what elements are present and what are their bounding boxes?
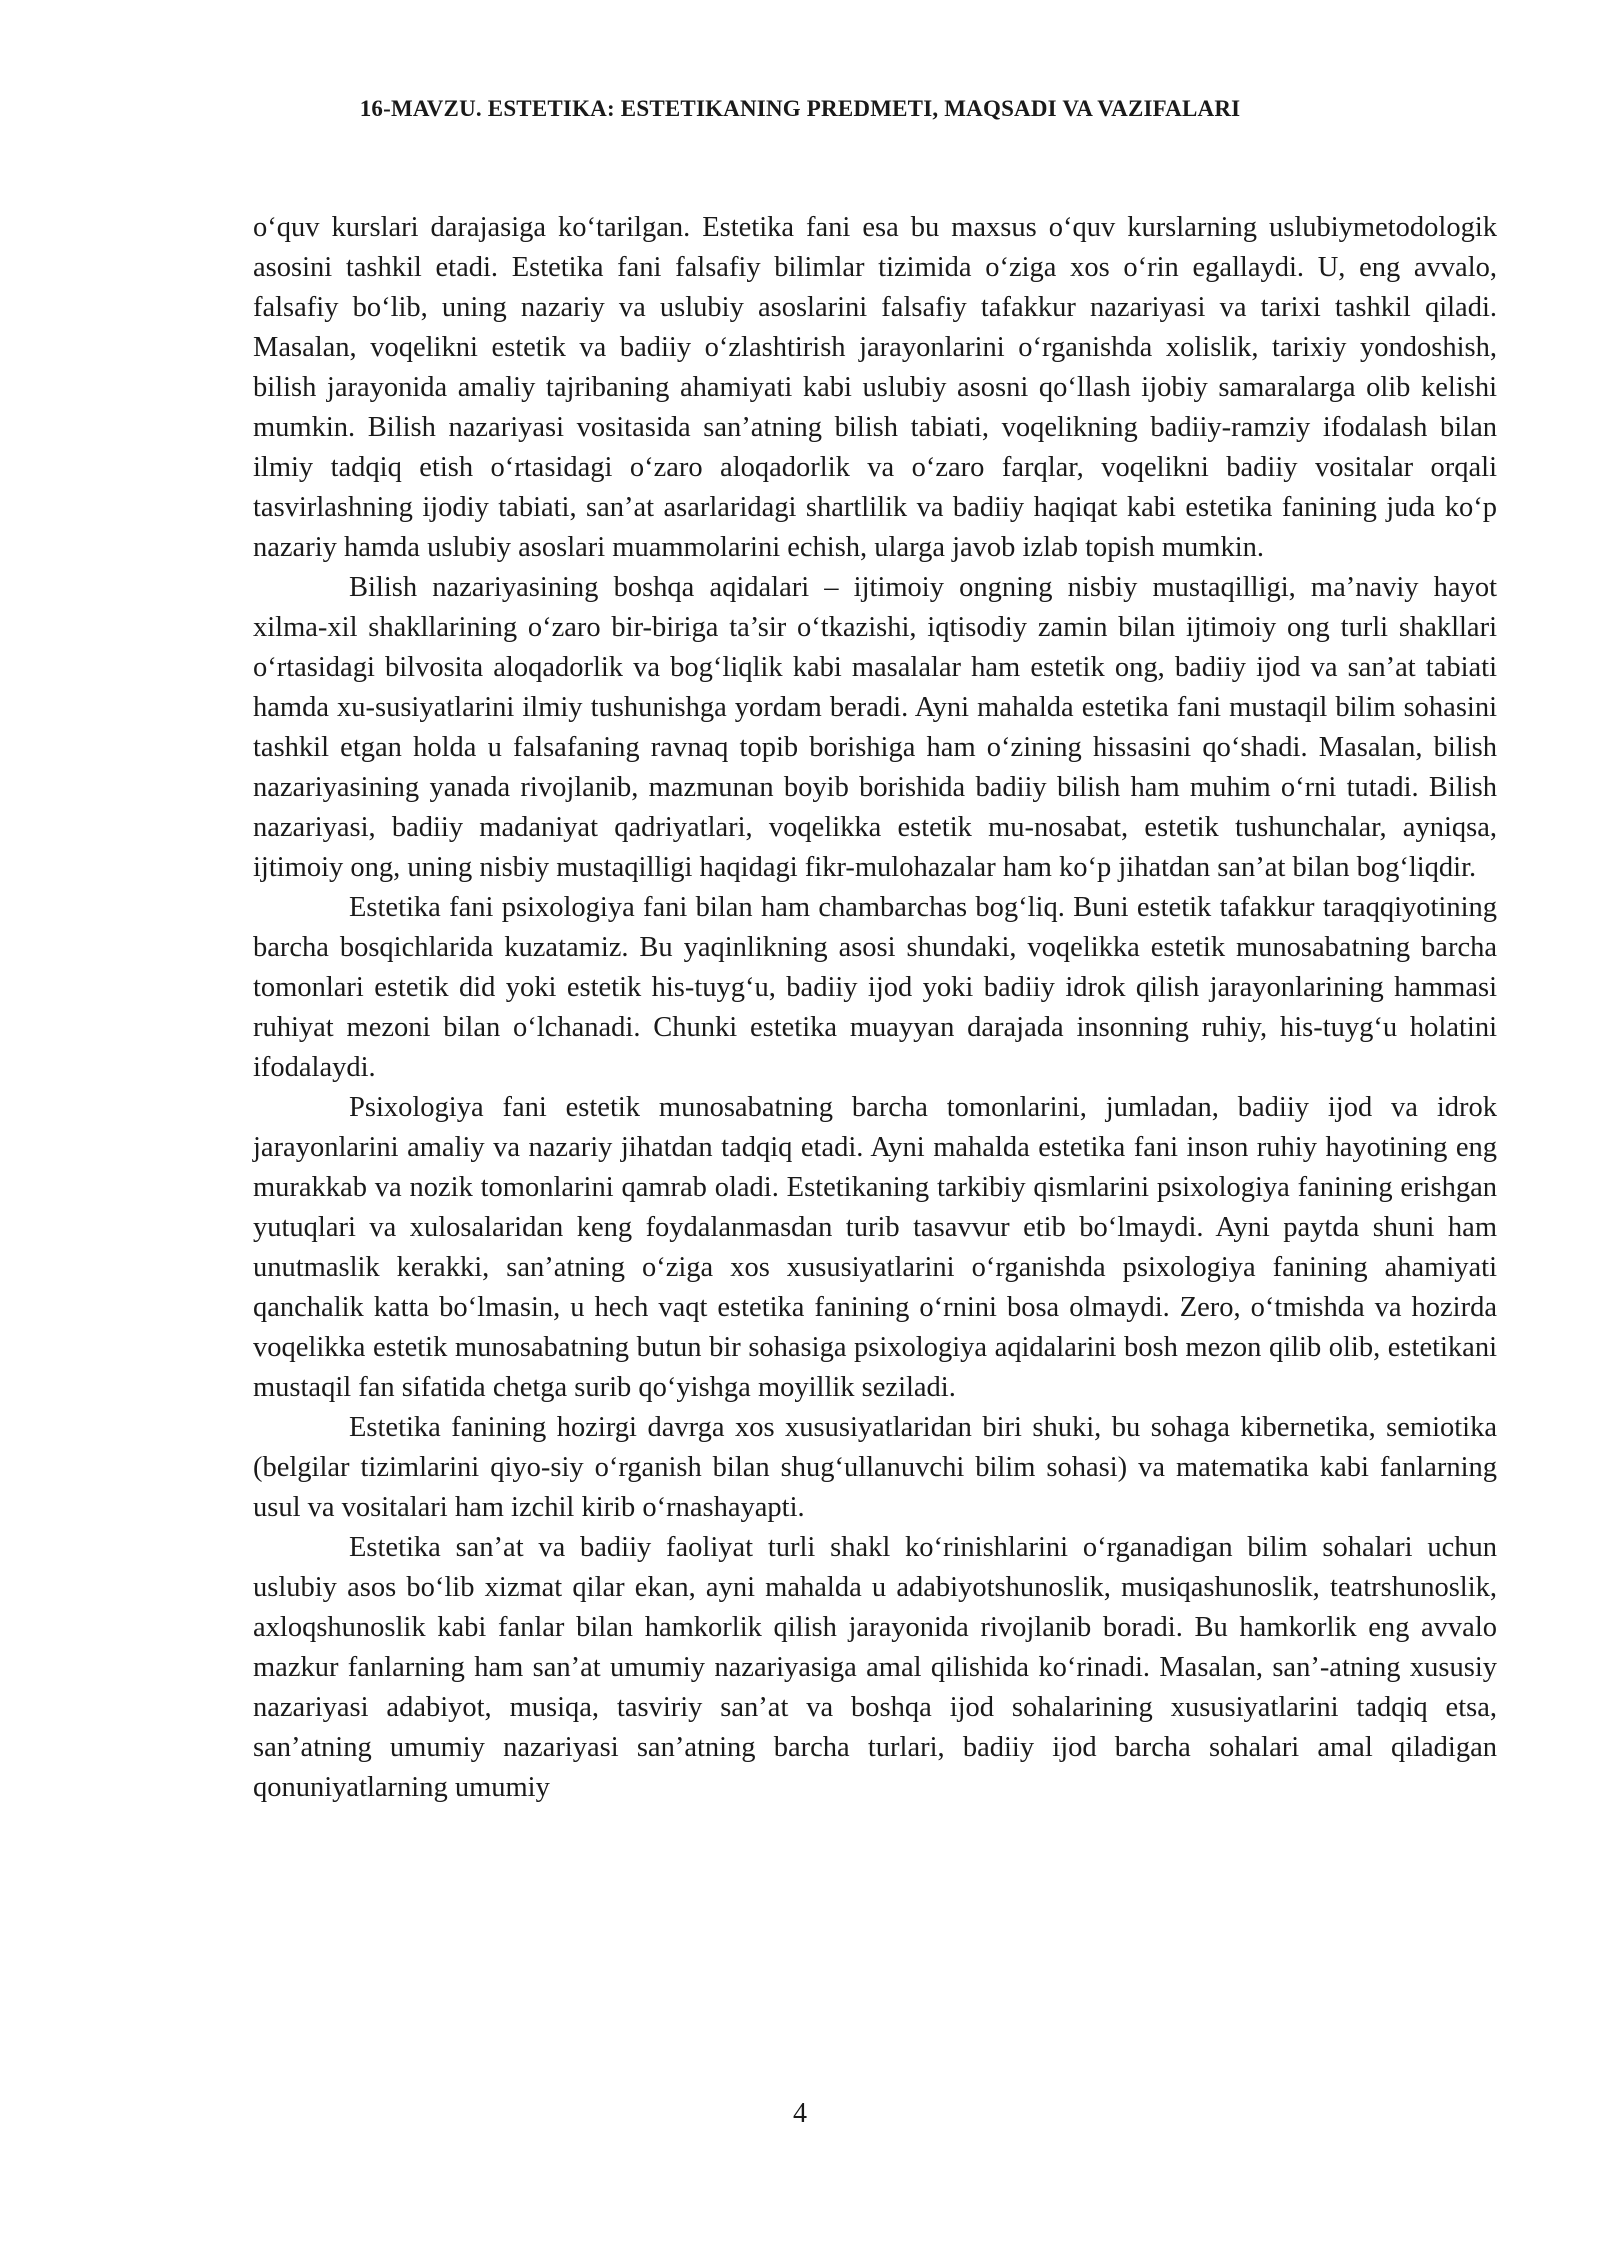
paragraph-6: Estetika san’at va badiiy faoliyat turli shakl ko‘rinishlarini o‘rganadigan bilim sohalari uchun uslubiy asos bo‘lib xizmat qilar ekan, ayni mahalda u adabiyotshunoslik, musiqashunoslik, teatrshunoslik, axloqshunoslik kabi fanlar bilan hamkorlik qilish jarayonida rivojlanib boradi. Bu hamkorlik eng avvalo mazkur fanlarning ham san’at umumiy nazariyasiga amal qilishida ko‘rinadi. Masalan, san’-atning xususiy nazariyasi adabiyot, musiqa, tasviriy san’at va boshqa ijod sohalarining xususiyatlarini tadqiq etsa, san’atning umumiy nazariyasi san’atning barcha turlari, badiiy ijod barcha sohalari amal qiladigan qonuniyatlarning umumiy [253,1532,1497,1803]
paragraph-2: Bilish nazariyasining boshqa aqidalari – ijtimoiy ongning nisbiy mustaqilligi, ma’naviy hayot xilma-xil shakllarining o‘zaro bir-biriga ta’sir o‘tkazishi, iqtisodiy zamin bilan ijtimoiy ong turli shakllari o‘rtasidagi bilvosita aloqadorlik va bog‘liqlik kabi masalalar ham estetik ong, badiiy ijod va san’at tabiati hamda xu-susiyatlarini ilmiy tushunishga yordam beradi. Ayni mahalda estetika fani mustaqil bilim sohasini tashkil etgan holda u falsafaning ravnaq topib borishiga ham o‘zining hissasini qo‘shadi. Masalan, bilish nazariyasining yanada rivojlanib, mazmunan boyib borishida badiiy bilish ham muhim o‘rni tutadi. Bilish nazariyasi, badiiy madaniyat qadriyatlari, voqelikka estetik mu-nosabat, estetik tushunchalar, ayniqsa, ijtimoiy ong, uning nisbiy mustaqilligi haqidagi fikr-mulohazalar ham ko‘p jihatdan san’at bilan bog‘liqdir. [253,572,1497,883]
paragraph-3: Estetika fani psixologiya fani bilan ham chambarchas bog‘liq. Buni estetik tafakkur taraqqiyotining barcha bosqichlarida kuzatamiz. Bu yaqinlikning asosi shundaki, voqelikka estetik munosabatning barcha tomonlari estetik did yoki estetik his-tuyg‘u, badiiy ijod yoki badiiy idrok qilish jarayonlarining hammasi ruhiyat mezoni bilan o‘lchanadi. Chunki estetika muayyan darajada insonning ruhiy, his-tuyg‘u holatini ifodalaydi. [253,892,1497,1083]
page-header: 16-MAVZU. ESTETIKA: ESTETIKANING PREDMETI, MAQSADI VA VAZIFALARI [359,96,1241,121]
page-number: 4 [793,2098,807,2129]
paragraph-1: o‘quv kurslari darajasiga ko‘tarilgan. Estetika fani esa bu maxsus o‘quv kurslarning uslubiymetodologik asosini tashkil etadi. Estetika fani falsafiy bilimlar tizimida o‘ziga xos o‘rin egallaydi. U, eng avvalo, falsafiy bo‘lib, uning nazariy va uslubiy asoslarini falsafiy tafakkur nazariyasi va tarixi tashkil qiladi. Masalan, voqelikni estetik va badiiy o‘zlashtirish jarayonlarini o‘rganishda xolislik, tarixiy yondoshish, bilish jarayonida amaliy tajribaning ahamiyati kabi uslubiy asosni qo‘llash ijobiy samaralarga olib kelishi mumkin. Bilish nazariyasi vositasida san’atning bilish tabiati, voqelikning badiiy-ramziy ifodalash bilan ilmiy tadqiq etish o‘rtasidagi o‘zaro aloqadorlik va o‘zaro farqlar, voqelikni badiiy vositalar orqali tasvirlashning ijodiy tabiati, san’at asarlaridagi shartlilik va badiiy haqiqat kabi estetika fanining juda ko‘p nazariy hamda uslubiy asoslari muammolarini echish, ularga javob izlab topish mumkin. [253,212,1497,563]
body-text [253,208,1497,1808]
paragraph-5: Estetika fanining hozirgi davrga xos xususiyatlaridan biri shuki, bu sohaga kibernetika, semiotika (belgilar tizimlarini qiyo-siy o‘rganish bilan shug‘ullanuvchi bilim sohasi) va matematika kabi fanlarning usul va vositalari ham izchil kirib o‘rnashayapti. [253,1412,1497,1523]
paragraph-4: Psixologiya fani estetik munosabatning barcha tomonlarini, jumladan, badiiy ijod va idrok jarayonlarini amaliy va nazariy jihatdan tadqiq etadi. Ayni mahalda estetika fani inson ruhiy hayotining eng murakkab va nozik tomonlarini qamrab oladi. Estetikaning tarkibiy qismlarini psixologiya fanining erishgan yutuqlari va xulosalaridan keng foydalanmasdan turib tasavvur etib bo‘lmaydi. Ayni paytda shuni ham unutmaslik kerakki, san’atning o‘ziga xos xususiyatlarini o‘rganishda psixologiya fanining ahamiyati qanchalik katta bo‘lmasin, u hech vaqt estetika fanining o‘rnini bosa olmaydi. Zero, o‘tmishda va hozirda voqelikka estetik munosabatning butun bir sohasiga psixologiya aqidalarini bosh mezon qilib olib, estetikani mustaqil fan sifatida chetga surib qo‘yishga moyillik seziladi. [253,1092,1497,1403]
